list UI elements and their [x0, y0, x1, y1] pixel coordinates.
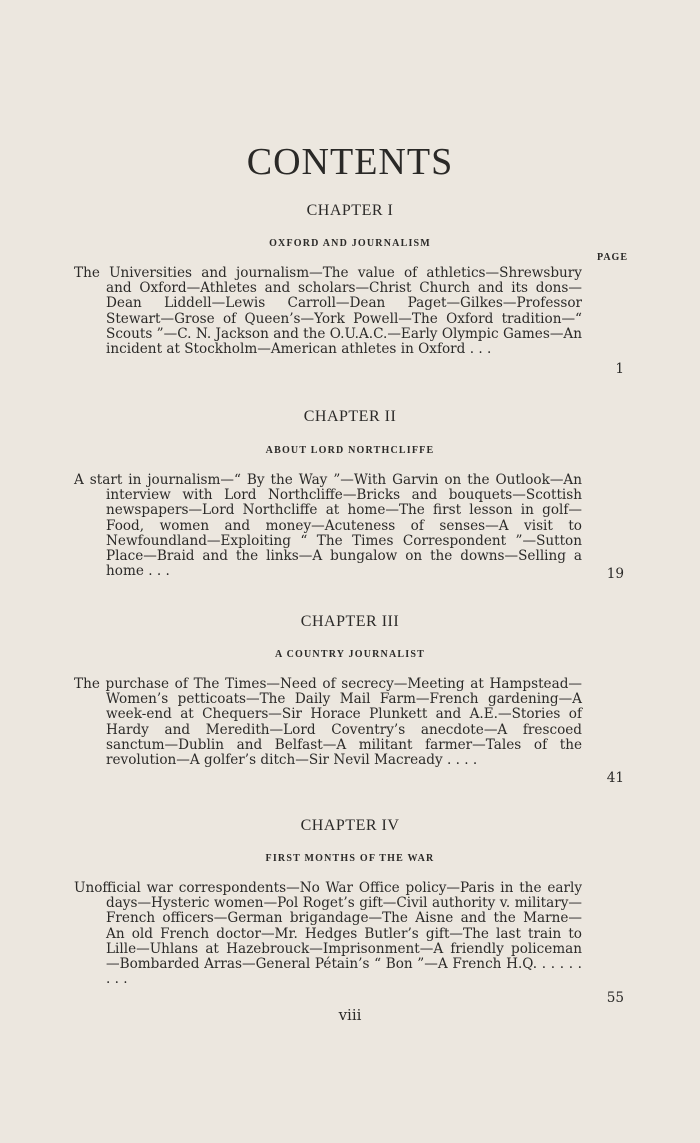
chapter-summary: A start in journalism—“ By the Way ”—With Garvin on the Outlook—An interview with Lord Northcliffe—Bricks and bouquets—Scottish newspapers—Lord Northcliffe at home—The first lesson in golf—Food, women and money—Acuteness of senses—A visit to Newfoundland—Exploiting “ The Times Correspondent ”—Sutton Place—Braid and the links—A bungalow on the downs—Selling a home . . . — [74, 472, 582, 580]
chapter-subtitle: A COUNTRY JOURNALIST — [275, 649, 425, 660]
page-folio: viii — [338, 1006, 362, 1024]
chapter-summary: The purchase of The Times—Need of secrecy—Meeting at Hampstead—Women’s petticoats—The Daily Mail Farm—French gardening—A week-end at Chequers—Sir Horace Plunkett and A.E.—Stories of Hardy and Meredith—Lord Coventry’s anecdote—A frescoed sanctum—Dublin and Belfast—A militant farmer—Tales of the revolution—A golfer’s ditch—Sir Nevil Macready . . . . — [74, 676, 582, 769]
chapter-heading: CHAPTER IV — [300, 817, 400, 834]
chapter-subtitle: OXFORD AND JOURNALISM — [269, 238, 431, 249]
chapter-page-number: 19 — [606, 566, 624, 582]
page-column-label: PAGE — [596, 252, 628, 263]
chapter-page-number: 41 — [606, 770, 624, 786]
chapter-summary: The Universities and journalism—The value of athletics—Shrewsbury and Oxford—Athletes and scholars—Christ Church and its dons—Dean Liddell—Lewis Carroll—Dean Paget—Gilkes—Professor Stewart—Grose of Queen’s—York Powell—The Oxford tradition—“ Scouts ”—C. N. Jackson and the O.U.A.C.—Early Olympic Games—An incident at Stockholm—American athletes in Oxford . . . — [74, 265, 582, 358]
page-title: CONTENTS — [246, 141, 454, 183]
chapter-heading: CHAPTER I — [306, 202, 394, 219]
chapter-subtitle: ABOUT LORD NORTHCLIFFE — [265, 445, 435, 456]
chapter-summary: Unofficial war correspondents—No War Office policy—Paris in the early days—Hysteric women—Pol Roget’s gift—Civil authority v. military—French officers—German brigandage—The Aisne and the Marne—An old French doctor—Mr. Hedges Butler’s gift—The last train to Lille—Uhlans at Hazebrouck—Imprisonment—A friendly policeman—Bombarded Arras—General Pétain’s “ Bon ”—A French H.Q. . . . . . . . . — [74, 880, 582, 988]
chapter-heading: CHAPTER II — [303, 408, 397, 425]
chapter-page-number: 1 — [615, 361, 624, 377]
chapter-heading: CHAPTER III — [300, 613, 400, 630]
chapter-subtitle: FIRST MONTHS OF THE WAR — [265, 853, 435, 864]
chapter-page-number: 55 — [606, 990, 624, 1006]
